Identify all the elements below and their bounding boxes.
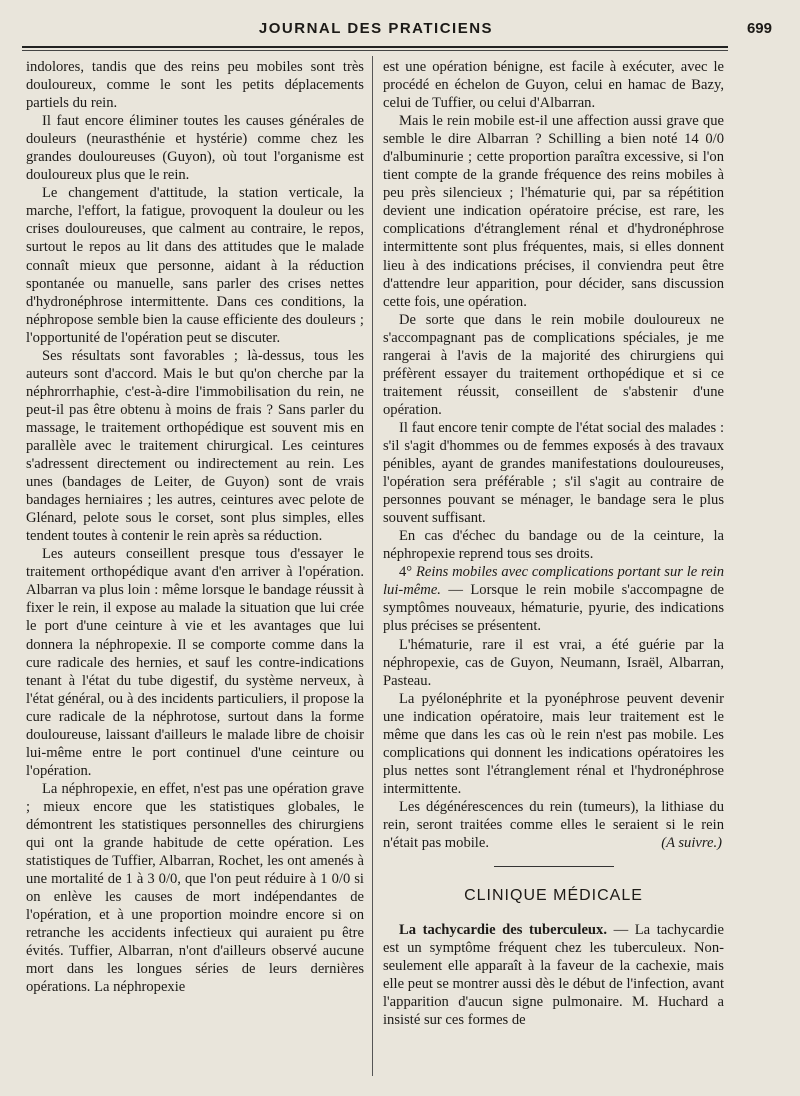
paragraph: indolores, tandis que des reins peu mobiles sont très douloureux, comme le sont les petits déplacements partiels du rein. [26,59,364,112]
paragraph: De sorte que dans le rein mobile douloureux ne s'accompagnant pas de complications spéciales, je me rangerai à l'avis de la majorité des chirurgiens qui préfèrent essayer du traitement orthopédique et si ce traitement réussit, conseillent de s'abstenir d'une opération. [383,311,724,418]
subsection-4 [383,563,724,635]
subsection-title: Reins mobiles avec complications portant sur le rein lui-même. [383,564,724,599]
article-title: La tachycardie des tuberculeux. [399,922,607,939]
paragraph: La pyélonéphrite et la pyonéphrose peuvent devenir une indication opératoire, mais leur traitement est le même que dans les cas où le rein n'est pas mobile. Les complications qui donnent les indications opératoires les plus nettes sont l'étranglement rénal et l'hydronéphrose intermittente. [383,690,724,797]
running-header [22,18,772,44]
paragraph: Il faut encore éliminer toutes les causes générales de douleurs (neurasthénie et hystérie) comme chez les grandes douloureuses (Guyon), où tout l'organisme est douloureux plus que le rein. [26,113,364,184]
header-rule-thin [22,50,728,51]
article-text: — La tachycardie est un symptôme fréquent chez les tuberculeux. Non-seulement elle apparaît à la faveur de la cachexie, mais elle peut se montrer aussi dès le début de l'infection, avant l'apparition d'aucun signe pulmonaire. M. Huchard a insisté sur ces formes de [383,922,724,1029]
a-suivre: (A suivre.) [661,835,722,852]
subsection-text: — Lorsque le rein mobile s'accompagne de symptômes nouveaux, hématurie, pyurie, des indications plus précises se présentent. [383,582,724,635]
paragraph: Les auteurs conseillent presque tous d'essayer le traitement orthopédique avant d'en arriver à l'opération. Albarran va plus loin : même lorsque le bandage réussit à fixer le rein, il expose au malade la situation que lui crée le port d'une ceinture à vie et les avantages que lui donnera la néphropexie. Il se comporte comme dans la cure radicale des hernies, et sauf les contre-indications tenant à l'état du tube digestif, du système nerveux, à l'état général, ou à des incidents particuliers, il propose la cure radicale de la néphrotose, surtout dans la forme douloureuse, laissant d'ailleurs le malade libre de choisir lui-même entre le port continuel d'une ceinture ou l'opération. [26,546,364,779]
left-column [26,58,364,996]
last-paragraph [383,798,724,852]
paragraph: Il faut encore tenir compte de l'état social des malades : s'il s'agit d'hommes ou de femmes exposés à des travaux pénibles, ayant de grandes manifestations douloureuses, l'opération sera préférable ; s'il s'agit au contraire de personnes pouvant se ménager, le bandage sera le plus souvent suffisant. [383,419,724,527]
paragraph: L'hématurie, rare il est vrai, a été guérie par la néphropexie, cas de Guyon, Neumann, Israël, Albarran, Pasteau. [383,636,724,689]
paragraph: Le changement d'attitude, la station verticale, la marche, l'effort, la fatigue, provoquent la douleur ou les crises douloureuses, que calment au contraire, le repos, surtout le repos au lit dans des attitudes que le malade connaît mieux que personne, aidant à la réduction spontanée ou manuelle, sans parler des crises nettes d'hydronéphrose intermittente. Dans ces conditions, la néphropose semble bien la cause efficiente des douleurs ; l'opportunité de l'opération peut se discuter. [26,185,364,346]
journal-title: JOURNAL DES PRATICIENS [258,20,494,37]
column-divider [372,56,373,1076]
section-separator [494,866,614,867]
page-number: 699 [746,20,772,37]
subsection-number: 4° [399,564,413,581]
paragraph: En cas d'échec du bandage ou de la ceinture, la néphropexie reprend tous ses droits. [383,528,724,563]
header-rule [22,46,728,48]
paragraph: Mais le rein mobile est-il une affection aussi grave que semble le dire Albarran ? Schilling a bien noté 14 0/0 d'albuminurie ; cette proportion paraîtra excessive, si l'on tient compte de la grande fréquence des reins mobiles à peu près silencieux ; l'hématurie qui, par sa répétition devient une indication opératoire précise, est rare, les complications d'étranglement rénal et d'hydronéphrose intermittente sont plus fréquentes, mais, si elles donnent lieu à des indications précises, il conviendra peut être d'attendre leur apparition, pour décider, sans discussion cette fois, une opération. [383,113,724,310]
paragraph: Ses résultats sont favorables ; là-dessus, tous les auteurs sont d'accord. Mais le but qu'on cherche par la néphrorrhaphie, c'est-à-dire l'immobilisation du rein, ne peut-il pas être obtenu à moins de frais ? Sans parler du massage, le traitement orthopédique est souvent mis en parallèle avec le traitement chirurgical. Les ceintures s'adressent directement ou indirectement au rein. Les unes (bandages de Leiter, de Guyon) sont de vrais bandages herniaires ; les autres, ceintures avec pelote de Glénard, pelote sous le corset, sont plus simples, elles tendent toutes à contenir le rein après sa réduction. [26,347,364,545]
section-heading: CLINIQUE MÉDICALE [464,887,643,905]
last-paragraph-text: Les dégénérescences du rein (tumeurs), la lithiase du rein, seront traitées comme elles le seraient si le rein n'était pas mobile. [383,798,724,852]
paragraph: La néphropexie, en effet, n'est pas une opération grave ; mieux encore que les statistiques globales, le démontrent les statistiques personnelles des chirurgiens qui ont la grande habitude de cette opération. Les statistiques de Tuffier, Albarran, Rochet, les ont amenés à une mortalité de 1 à 3 0/0, que l'on peut réduire à 1 0/0 si on enlève les causes de mort indépendantes de l'opération, et à une proportion moindre encore si on retranche les accidents infectieux qui auraient pu être évités. Tuffier, Albarran, n'ont d'ailleurs observé aucune mort dans les longues séries de leurs dernières opérations. La néphropexie [26,780,364,996]
right-column-paragraphs-2 [383,636,724,798]
paragraph: est une opération bénigne, est facile à exécuter, avec le procédé en échelon de Guyon, celui en hamac de Bazy, celui de Tuffier, ou celui d'Albarran. [383,59,724,112]
article-paragraph [383,921,724,1029]
right-column [383,58,724,1029]
right-column-paragraphs [383,58,724,563]
